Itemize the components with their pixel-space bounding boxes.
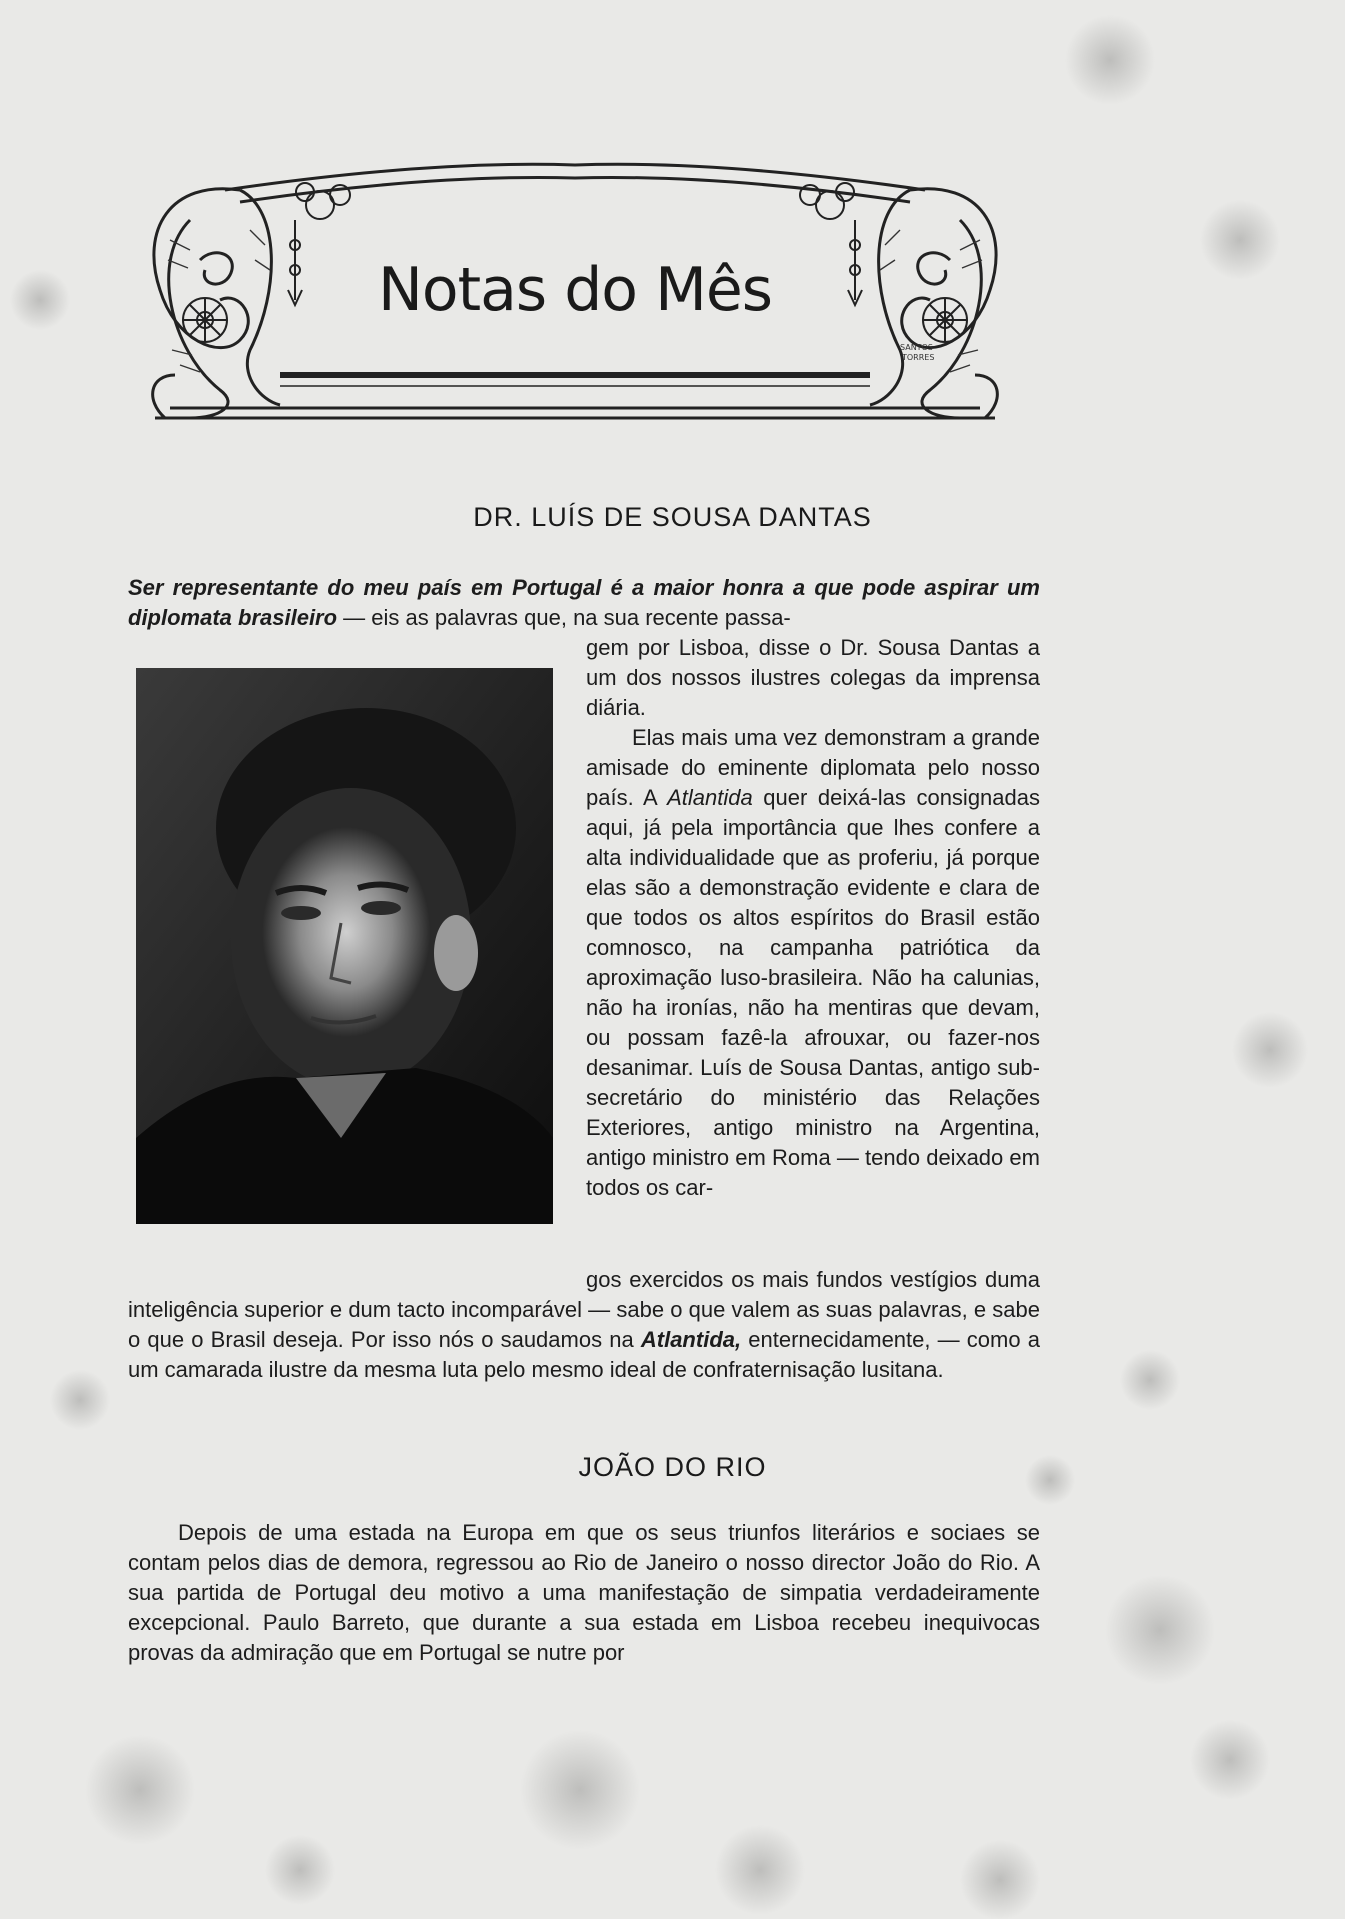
sidebar-text-a: Elas mais uma vez demonstram a grande amisade do eminente diplomata pelo nosso país. A	[586, 725, 1040, 810]
closing-text-a: gos exercidos os mais fundos vestígios duma inteligência superior e dum tacto incomparável — sabe o que valem as suas palavras, e sabe o que o Brasil deseja. Por isso nós o saudamos na	[128, 1267, 1040, 1352]
svg-text:SANTOS: SANTOS	[900, 343, 933, 352]
article-heading-joao-do-rio: JOÃO DO RIO	[578, 1452, 767, 1482]
article-lead	[128, 573, 1040, 633]
sidebar-paragraph-1: gem por Lisboa, disse o Dr. Sousa Dantas a um dos nossos ilustres colegas da imprensa diária.	[586, 635, 1040, 720]
sidebar-paragraph-2	[586, 723, 1040, 1203]
publication-name-2: Atlantida,	[640, 1327, 742, 1352]
article-closing-text	[128, 1265, 1040, 1385]
article-heading-dantas: DR. LUÍS DE SOUSA DANTAS	[473, 502, 872, 532]
header-ornament	[130, 150, 1020, 440]
closing-text-b: enternecidamente, — como a um camarada ilustre da mesma luta pelo mesmo ideal de confraternisação lusitana.	[128, 1327, 1040, 1382]
sidebar-text-b: quer deixá-las consignadas aqui, já pela importância que lhes confere a alta individualidade que as proferiu, já porque elas são a demonstração evidente e clara de que todos os altos espíritos do Brasil estão comnosco, na campanha patriótica da aproximação luso-brasileira. Não ha calunias, não ha ironías, não ha mentiras que devam, ou possam fazê-la afrouxar, ou fazer-nos desanimar. Luís de Sousa Dantas, antigo sub-secretário do ministério das Relações Exteriores, antigo ministro na Argentina, antigo ministro em Roma — tendo deixado em todos os car-	[586, 785, 1041, 1200]
portrait-image-icon	[136, 668, 553, 1224]
publication-name: Atlantida	[667, 785, 753, 810]
lead-text: — eis as palavras que, na sua recente passa-	[337, 605, 791, 630]
portrait-photo	[136, 668, 553, 1224]
svg-text:TORRES: TORRES	[902, 353, 935, 362]
page-title: Notas do Mês	[377, 255, 773, 325]
article-sidebar-text	[586, 633, 1040, 1203]
article2-paragraph: Depois de uma estada na Europa em que os seus triunfos literários e sociaes se contam pelos dias de demora, regressou ao Rio de Janeiro o nosso director João do Rio. A sua partida de Portugal deu motivo a uma manifestação de simpatia verdadeiramente excepcional. Paulo Barreto, que durante a sua estada em Lisboa recebeu inequivocas provas da admiração que em Portugal se nutre por	[128, 1520, 1040, 1665]
lead-quote: Ser representante do meu país em Portugal é a maior honra a que pode aspirar um diplomata brasileiro	[128, 575, 1040, 630]
article2-body	[128, 1518, 1040, 1668]
closing-paragraph	[128, 1265, 1040, 1385]
